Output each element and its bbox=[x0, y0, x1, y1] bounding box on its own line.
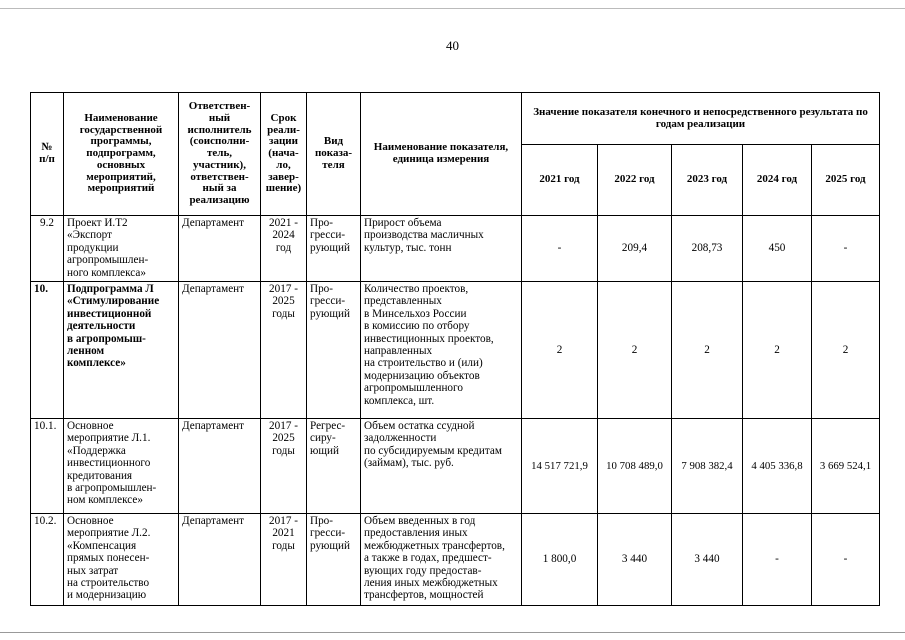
table-row bbox=[31, 419, 880, 514]
row-responsible: Департамент bbox=[179, 419, 261, 514]
table-row bbox=[31, 216, 880, 282]
row-term: 2021 - 2024 год bbox=[261, 216, 307, 282]
row-type: Регрес- сиру- ющий bbox=[307, 419, 361, 514]
header-type: Вид показа- теля bbox=[307, 93, 361, 216]
header-term: Срок реали- зации (нача- ло, завер- шение) bbox=[261, 93, 307, 216]
value-2024: 450 bbox=[743, 216, 812, 282]
value-2021: - bbox=[522, 216, 598, 282]
table-row bbox=[31, 514, 880, 606]
row-name: Основное мероприятие Л.1. «Поддержка инвестиционного кредитования в агропромышлен- ном комплексе» bbox=[64, 419, 179, 514]
row-indicator: Объем остатка ссудной задолженности по субсидируемым кредитам (займам), тыс. руб. bbox=[361, 419, 522, 514]
row-responsible: Департамент bbox=[179, 282, 261, 419]
value-2025: - bbox=[812, 216, 880, 282]
row-indicator: Количество проектов, представленных в Минсельхоз России в комиссию по отбору инвестиционных проектов, направленных на строительство и (или) модернизацию объектов агропромышленного комплекса, шт. bbox=[361, 282, 522, 419]
header-name: Наименование государственной программы, подпрограмм, основных мероприятий, мероприятий bbox=[64, 93, 179, 216]
value-2024: 2 bbox=[743, 282, 812, 419]
header-year-2025: 2025 год bbox=[812, 145, 880, 216]
row-term: 2017 - 2025 годы bbox=[261, 282, 307, 419]
row-num: 10.2. bbox=[31, 514, 64, 606]
value-2021: 2 bbox=[522, 282, 598, 419]
row-type: Про- гресси- рующий bbox=[307, 282, 361, 419]
value-2021: 14 517 721,9 bbox=[522, 419, 598, 514]
row-num: 10.1. bbox=[31, 419, 64, 514]
value-2023: 7 908 382,4 bbox=[672, 419, 743, 514]
row-type: Про- гресси- рующий bbox=[307, 216, 361, 282]
value-2024: 4 405 336,8 bbox=[743, 419, 812, 514]
header-responsible: Ответствен- ный исполнитель (соисполни- тель, участник), ответствен- ный за реализацию bbox=[179, 93, 261, 216]
value-2023: 3 440 bbox=[672, 514, 743, 606]
row-term: 2017 - 2021 годы bbox=[261, 514, 307, 606]
row-type: Про- гресси- рующий bbox=[307, 514, 361, 606]
header-year-2022: 2022 год bbox=[598, 145, 672, 216]
row-responsible: Департамент bbox=[179, 216, 261, 282]
header-values-group: Значение показателя конечного и непосредственного результата по годам реализации bbox=[522, 93, 880, 145]
row-name: Подпрограмма Л «Стимулирование инвестиционной деятельности в агропромыш- ленном комплексе» bbox=[64, 282, 179, 419]
value-2024: - bbox=[743, 514, 812, 606]
value-2023: 208,73 bbox=[672, 216, 743, 282]
row-name: Проект И.Т2 «Экспорт продукции агропромышлен- ного комплекса» bbox=[64, 216, 179, 282]
value-2025: 3 669 524,1 bbox=[812, 419, 880, 514]
row-name: Основное мероприятие Л.2. «Компенсация прямых понесен- ных затрат на строительство и модернизацию bbox=[64, 514, 179, 606]
scan-edge-top bbox=[0, 8, 905, 9]
scan-edge-bottom bbox=[0, 632, 905, 633]
header-indicator: Наименование показателя, единица измерения bbox=[361, 93, 522, 216]
value-2025: 2 bbox=[812, 282, 880, 419]
value-2022: 209,4 bbox=[598, 216, 672, 282]
program-indicators-table bbox=[30, 92, 880, 606]
row-responsible: Департамент bbox=[179, 514, 261, 606]
header-year-2023: 2023 год bbox=[672, 145, 743, 216]
row-term: 2017 - 2025 годы bbox=[261, 419, 307, 514]
row-num: 10. bbox=[31, 282, 64, 419]
value-2022: 10 708 489,0 bbox=[598, 419, 672, 514]
row-indicator: Прирост объема производства масличных культур, тыс. тонн bbox=[361, 216, 522, 282]
header-year-2021: 2021 год bbox=[522, 145, 598, 216]
table-row bbox=[31, 282, 880, 419]
value-2022: 2 bbox=[598, 282, 672, 419]
row-num: 9.2 bbox=[31, 216, 64, 282]
value-2021: 1 800,0 bbox=[522, 514, 598, 606]
header-year-2024: 2024 год bbox=[743, 145, 812, 216]
row-indicator: Объем введенных в год предоставления иных межбюджетных трансфертов, а также в годах, предшест- вующих году предостав- ления иных межбюджетных трансфертов, мощностей bbox=[361, 514, 522, 606]
page-number: 40 bbox=[446, 38, 459, 53]
header-num: № п/п bbox=[31, 93, 64, 216]
value-2025: - bbox=[812, 514, 880, 606]
value-2023: 2 bbox=[672, 282, 743, 419]
value-2022: 3 440 bbox=[598, 514, 672, 606]
